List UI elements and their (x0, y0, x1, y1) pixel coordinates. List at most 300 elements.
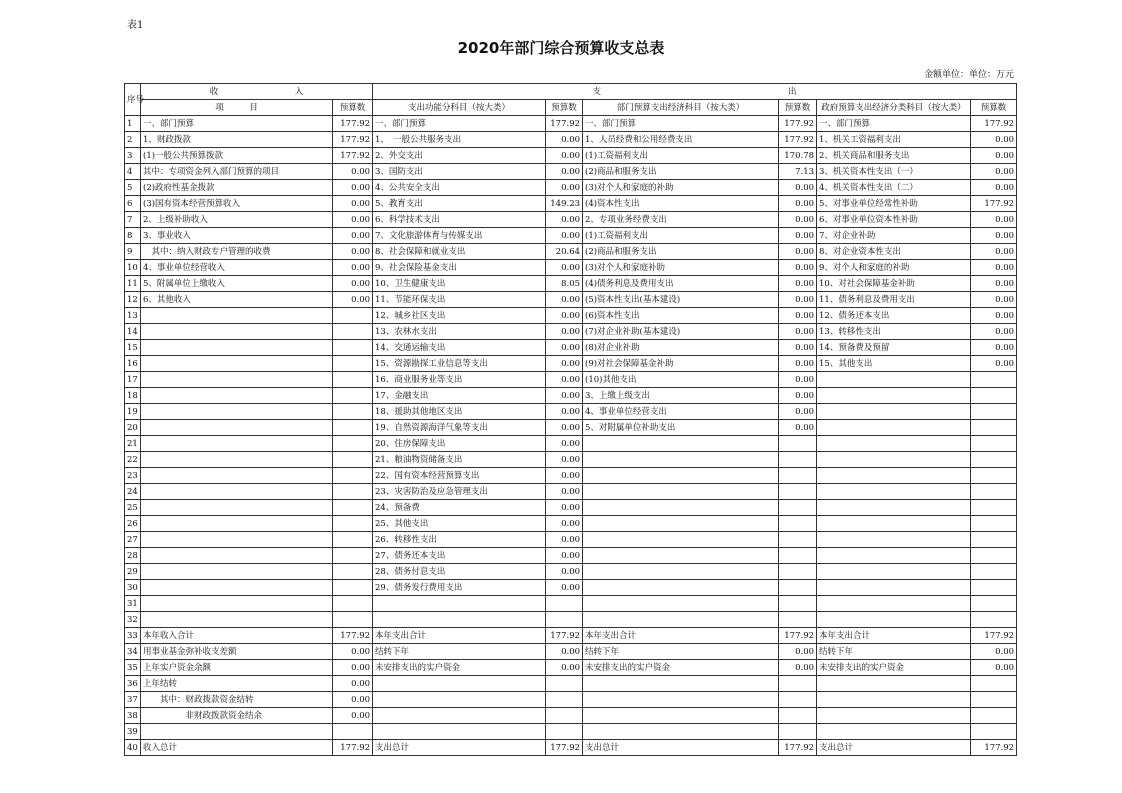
dept-amount-cell: 177.92 (779, 116, 817, 132)
dept-amount-cell: 0.00 (779, 660, 817, 676)
budget-table (124, 83, 1017, 756)
gov-amount-cell: 0.00 (971, 148, 1017, 164)
func-class-cell (373, 692, 546, 708)
income-amount-cell: 0.00 (333, 228, 373, 244)
gov-amount-cell: 0.00 (971, 660, 1017, 676)
dept-amount-cell: 177.92 (779, 132, 817, 148)
table-row (125, 452, 1017, 468)
table-label: 表1 (127, 20, 144, 31)
dept-amount-cell (779, 436, 817, 452)
gov-econ-cell: 4、机关资本性支出（二） (817, 180, 971, 196)
dept-amount-cell (779, 532, 817, 548)
func-class-cell: 19、自然资源海洋气象等支出 (373, 420, 546, 436)
seq-cell: 31 (125, 596, 141, 612)
seq-cell: 21 (125, 436, 141, 452)
func-class-cell: 10、卫生健康支出 (373, 276, 546, 292)
gov-econ-cell (817, 388, 971, 404)
income-item-cell: 上年实户资金余额 (141, 660, 333, 676)
func-amount-cell (546, 708, 583, 724)
gov-amount-cell: 0.00 (971, 324, 1017, 340)
amount-header: 预算数 (333, 100, 373, 116)
income-amount-cell (333, 436, 373, 452)
income-item-cell: 其中：专项资金列入部门预算的项目 (141, 164, 333, 180)
gov-econ-cell (817, 452, 971, 468)
func-amount-cell (546, 596, 583, 612)
dept-econ-cell: 未安排支出的实户资金 (583, 660, 779, 676)
dept-amount-cell (779, 612, 817, 628)
income-amount-cell: 0.00 (333, 692, 373, 708)
func-amount-cell: 0.00 (546, 260, 583, 276)
seq-cell: 13 (125, 308, 141, 324)
table-row (125, 276, 1017, 292)
func-class-cell: 27、债务还本支出 (373, 548, 546, 564)
func-class-cell (373, 612, 546, 628)
dept-amount-cell (779, 676, 817, 692)
gov-econ-cell: 14、预备费及预留 (817, 340, 971, 356)
seq-cell: 23 (125, 468, 141, 484)
dept-amount-cell (779, 692, 817, 708)
income-amount-cell: 0.00 (333, 164, 373, 180)
income-amount-cell: 0.00 (333, 292, 373, 308)
table-row (125, 580, 1017, 596)
func-class-cell: 11、节能环保支出 (373, 292, 546, 308)
dept-amount-cell (779, 724, 817, 740)
table-row (125, 212, 1017, 228)
func-amount-cell: 0.00 (546, 660, 583, 676)
income-item-cell: 收入总计 (141, 740, 333, 756)
dept-amount-cell: 0.00 (779, 420, 817, 436)
dept-amount-cell (779, 580, 817, 596)
func-amount-cell: 177.92 (546, 740, 583, 756)
func-amount-cell: 0.00 (546, 292, 583, 308)
dept-econ-cell: (9)对社会保障基金补助 (583, 356, 779, 372)
amount-header: 预算数 (546, 100, 583, 116)
table-row (125, 388, 1017, 404)
dept-econ-cell (583, 676, 779, 692)
seq-cell: 19 (125, 404, 141, 420)
dept-econ-cell (583, 692, 779, 708)
dept-econ-cell (583, 612, 779, 628)
gov-econ-cell: 5、对事业单位经常性补助 (817, 196, 971, 212)
dept-econ-cell (583, 500, 779, 516)
gov-amount-cell (971, 372, 1017, 388)
gov-econ-cell (817, 676, 971, 692)
func-class-cell: 22、国有资本经营预算支出 (373, 468, 546, 484)
func-class-cell: 14、交通运输支出 (373, 340, 546, 356)
func-class-cell: 2、外交支出 (373, 148, 546, 164)
gov-amount-cell (971, 404, 1017, 420)
func-class-header: 支出功能分科目（按大类） (373, 100, 546, 116)
func-amount-cell: 0.00 (546, 212, 583, 228)
gov-amount-cell (971, 596, 1017, 612)
gov-amount-cell: 0.00 (971, 164, 1017, 180)
func-amount-cell: 0.00 (546, 148, 583, 164)
seq-cell: 15 (125, 340, 141, 356)
seq-cell: 32 (125, 612, 141, 628)
table-row (125, 516, 1017, 532)
income-amount-cell: 177.92 (333, 132, 373, 148)
func-amount-cell: 20.64 (546, 244, 583, 260)
dept-econ-cell (583, 708, 779, 724)
func-amount-cell (546, 724, 583, 740)
gov-amount-cell: 0.00 (971, 180, 1017, 196)
dept-econ-cell (583, 452, 779, 468)
dept-econ-cell: (5)资本性支出(基本建设) (583, 292, 779, 308)
gov-amount-cell: 0.00 (971, 356, 1017, 372)
page-title: 2020年部门综合预算收支总表 (457, 39, 665, 57)
table-row (125, 660, 1017, 676)
table-row (125, 628, 1017, 644)
func-class-cell: 3、国防支出 (373, 164, 546, 180)
income-item-cell: 上年结转 (141, 676, 333, 692)
table-row (125, 436, 1017, 452)
table-row (125, 196, 1017, 212)
dept-econ-cell (583, 596, 779, 612)
dept-econ-cell: (7)对企业补助(基本建设) (583, 324, 779, 340)
income-item-cell (141, 548, 333, 564)
gov-econ-cell: 13、转移性支出 (817, 324, 971, 340)
gov-amount-cell (971, 692, 1017, 708)
gov-amount-cell (971, 548, 1017, 564)
seq-cell: 30 (125, 580, 141, 596)
dept-amount-cell: 0.00 (779, 372, 817, 388)
func-amount-cell (546, 676, 583, 692)
dept-amount-cell: 170.78 (779, 148, 817, 164)
func-class-cell: 12、城乡社区支出 (373, 308, 546, 324)
gov-econ-header: 政府预算支出经济分类科目（按大类） (817, 100, 971, 116)
table-row (125, 244, 1017, 260)
dept-econ-cell (583, 548, 779, 564)
income-item-cell (141, 532, 333, 548)
gov-econ-cell: 15、其他支出 (817, 356, 971, 372)
func-amount-cell (546, 612, 583, 628)
gov-econ-cell: 结转下年 (817, 644, 971, 660)
func-amount-cell: 0.00 (546, 388, 583, 404)
seq-cell: 33 (125, 628, 141, 644)
dept-amount-cell: 0.00 (779, 324, 817, 340)
dept-amount-cell (779, 452, 817, 468)
dept-amount-cell: 7.13 (779, 164, 817, 180)
func-amount-cell (546, 692, 583, 708)
gov-amount-cell (971, 436, 1017, 452)
table-row (125, 132, 1017, 148)
table-row (125, 164, 1017, 180)
dept-amount-cell: 0.00 (779, 180, 817, 196)
dept-econ-cell (583, 516, 779, 532)
dept-econ-cell: (2)商品和服务支出 (583, 164, 779, 180)
func-amount-cell: 0.00 (546, 580, 583, 596)
gov-econ-cell: 12、债务还本支出 (817, 308, 971, 324)
item-header: 项 目 (141, 100, 333, 116)
func-amount-cell: 0.00 (546, 308, 583, 324)
dept-amount-cell (779, 596, 817, 612)
func-class-cell: 21、粮油物资储备支出 (373, 452, 546, 468)
table-row (125, 372, 1017, 388)
income-amount-cell: 0.00 (333, 676, 373, 692)
dept-econ-cell: 3、上缴上级支出 (583, 388, 779, 404)
income-item-cell (141, 340, 333, 356)
seq-cell: 9 (125, 244, 141, 260)
income-item-cell (141, 500, 333, 516)
gov-econ-cell (817, 484, 971, 500)
income-amount-cell (333, 484, 373, 500)
income-amount-cell: 0.00 (333, 276, 373, 292)
seq-cell: 35 (125, 660, 141, 676)
seq-cell: 25 (125, 500, 141, 516)
dept-econ-cell: (10)其他支出 (583, 372, 779, 388)
table-row (125, 228, 1017, 244)
table-row (125, 340, 1017, 356)
table-row (125, 308, 1017, 324)
func-class-cell (373, 708, 546, 724)
gov-amount-cell: 0.00 (971, 644, 1017, 660)
income-amount-cell (333, 340, 373, 356)
func-class-cell: 1、 一般公共服务支出 (373, 132, 546, 148)
seq-cell: 8 (125, 228, 141, 244)
income-item-cell: 1、财政拨款 (141, 132, 333, 148)
seq-cell: 40 (125, 740, 141, 756)
income-item-cell: 非财政拨款资金结余 (141, 708, 333, 724)
dept-amount-cell: 0.00 (779, 404, 817, 420)
income-item-cell: (3)国有资本经营预算收入 (141, 196, 333, 212)
income-item-cell (141, 356, 333, 372)
dept-econ-cell: (1)工资福利支出 (583, 228, 779, 244)
gov-econ-cell (817, 532, 971, 548)
gov-econ-cell (817, 548, 971, 564)
func-amount-cell: 0.00 (546, 372, 583, 388)
func-class-cell (373, 676, 546, 692)
income-item-cell (141, 324, 333, 340)
income-amount-cell: 0.00 (333, 180, 373, 196)
func-class-cell: 24、预备费 (373, 500, 546, 516)
income-amount-cell (333, 724, 373, 740)
expense-group-header: 支 出 (373, 84, 1017, 100)
func-amount-cell: 149.23 (546, 196, 583, 212)
gov-econ-cell: 8、对企业资本性支出 (817, 244, 971, 260)
func-class-cell: 26、转移性支出 (373, 532, 546, 548)
dept-econ-cell: (6)资本性支出 (583, 308, 779, 324)
income-item-cell (141, 580, 333, 596)
income-amount-cell (333, 452, 373, 468)
income-amount-cell: 0.00 (333, 196, 373, 212)
seq-cell: 10 (125, 260, 141, 276)
dept-amount-cell: 0.00 (779, 212, 817, 228)
income-item-cell (141, 452, 333, 468)
seq-cell: 18 (125, 388, 141, 404)
table-row (125, 596, 1017, 612)
func-amount-cell: 0.00 (546, 324, 583, 340)
income-amount-cell (333, 596, 373, 612)
gov-amount-cell (971, 516, 1017, 532)
gov-amount-cell: 0.00 (971, 260, 1017, 276)
income-amount-cell: 0.00 (333, 260, 373, 276)
func-amount-cell: 0.00 (546, 356, 583, 372)
gov-amount-cell: 177.92 (971, 196, 1017, 212)
seq-cell: 7 (125, 212, 141, 228)
func-amount-cell: 177.92 (546, 116, 583, 132)
income-amount-cell (333, 612, 373, 628)
gov-econ-cell (817, 596, 971, 612)
dept-amount-cell (779, 484, 817, 500)
gov-econ-cell (817, 708, 971, 724)
dept-econ-cell (583, 724, 779, 740)
func-amount-cell: 0.00 (546, 532, 583, 548)
func-amount-cell: 0.00 (546, 436, 583, 452)
gov-econ-cell: 一、部门预算 (817, 116, 971, 132)
seq-cell: 37 (125, 692, 141, 708)
dept-econ-cell (583, 532, 779, 548)
table-row (125, 676, 1017, 692)
seq-cell: 12 (125, 292, 141, 308)
func-amount-cell: 0.00 (546, 484, 583, 500)
dept-econ-cell: 5、对附属单位补助支出 (583, 420, 779, 436)
seq-cell: 26 (125, 516, 141, 532)
gov-econ-cell: 本年支出合计 (817, 628, 971, 644)
gov-econ-cell (817, 436, 971, 452)
dept-econ-cell: (1)工资福利支出 (583, 148, 779, 164)
dept-econ-cell: (3)对个人和家庭的补助 (583, 180, 779, 196)
income-item-cell: 3、事业收入 (141, 228, 333, 244)
seq-cell: 29 (125, 564, 141, 580)
seq-cell: 14 (125, 324, 141, 340)
income-amount-cell (333, 404, 373, 420)
gov-econ-cell (817, 564, 971, 580)
dept-econ-cell: 2、专项业务经费支出 (583, 212, 779, 228)
gov-econ-cell (817, 516, 971, 532)
seq-cell: 1 (125, 116, 141, 132)
table-row (125, 468, 1017, 484)
func-amount-cell: 0.00 (546, 180, 583, 196)
income-item-cell: 其中：纳入财政专户管理的收费 (141, 244, 333, 260)
income-item-cell (141, 404, 333, 420)
table-row (125, 260, 1017, 276)
gov-amount-cell (971, 724, 1017, 740)
gov-amount-cell (971, 388, 1017, 404)
income-amount-cell: 0.00 (333, 708, 373, 724)
gov-econ-cell: 3、机关资本性支出（一） (817, 164, 971, 180)
func-class-cell: 16、商业服务业等支出 (373, 372, 546, 388)
table-row (125, 724, 1017, 740)
gov-econ-cell: 10、对社会保障基金补助 (817, 276, 971, 292)
income-item-cell: 本年收入合计 (141, 628, 333, 644)
dept-econ-cell (583, 436, 779, 452)
gov-amount-cell (971, 708, 1017, 724)
gov-amount-cell (971, 500, 1017, 516)
seq-cell: 16 (125, 356, 141, 372)
gov-amount-cell: 0.00 (971, 244, 1017, 260)
unit-note: 金额单位：单位：万元 (923, 70, 1014, 80)
income-amount-cell: 177.92 (333, 116, 373, 132)
table-row (125, 148, 1017, 164)
dept-amount-cell (779, 564, 817, 580)
income-item-cell (141, 468, 333, 484)
income-item-cell (141, 564, 333, 580)
func-class-cell: 结转下年 (373, 644, 546, 660)
gov-amount-cell (971, 468, 1017, 484)
seq-cell: 2 (125, 132, 141, 148)
func-class-cell: 20、住房保障支出 (373, 436, 546, 452)
gov-amount-cell: 0.00 (971, 276, 1017, 292)
gov-amount-cell: 0.00 (971, 292, 1017, 308)
func-class-cell: 8、社会保障和就业支出 (373, 244, 546, 260)
dept-econ-cell: 4、事业单位经营支出 (583, 404, 779, 420)
dept-econ-cell (583, 564, 779, 580)
dept-amount-cell (779, 708, 817, 724)
func-amount-cell: 0.00 (546, 516, 583, 532)
gov-econ-cell (817, 372, 971, 388)
gov-econ-cell: 支出总计 (817, 740, 971, 756)
gov-econ-cell (817, 612, 971, 628)
gov-amount-cell (971, 580, 1017, 596)
gov-amount-cell: 0.00 (971, 308, 1017, 324)
income-item-cell (141, 436, 333, 452)
income-item-cell (141, 484, 333, 500)
func-class-cell: 本年支出合计 (373, 628, 546, 644)
func-amount-cell: 8.05 (546, 276, 583, 292)
income-item-cell (141, 596, 333, 612)
dept-econ-cell: (3)对个人和家庭补助 (583, 260, 779, 276)
gov-amount-cell (971, 532, 1017, 548)
gov-amount-cell: 177.92 (971, 116, 1017, 132)
gov-amount-cell (971, 564, 1017, 580)
dept-amount-cell: 0.00 (779, 292, 817, 308)
func-class-cell: 25、其他支出 (373, 516, 546, 532)
func-amount-cell: 0.00 (546, 452, 583, 468)
seq-header: 序号 (125, 84, 141, 116)
func-class-cell: 29、债务发行费用支出 (373, 580, 546, 596)
dept-amount-cell: 0.00 (779, 260, 817, 276)
income-amount-cell: 177.92 (333, 148, 373, 164)
seq-cell: 36 (125, 676, 141, 692)
gov-econ-cell (817, 404, 971, 420)
func-amount-cell: 177.92 (546, 628, 583, 644)
amount-header: 预算数 (971, 100, 1017, 116)
income-item-cell: 6、其他收入 (141, 292, 333, 308)
func-class-cell: 支出总计 (373, 740, 546, 756)
func-class-cell: 7、文化旅游体育与传媒支出 (373, 228, 546, 244)
seq-cell: 24 (125, 484, 141, 500)
table-row (125, 180, 1017, 196)
income-amount-cell: 0.00 (333, 212, 373, 228)
table-row (125, 324, 1017, 340)
seq-cell: 22 (125, 452, 141, 468)
table-row (125, 644, 1017, 660)
func-class-cell: 23、灾害防治及应急管理支出 (373, 484, 546, 500)
gov-econ-cell: 9、对个人和家庭的补助 (817, 260, 971, 276)
seq-cell: 20 (125, 420, 141, 436)
income-amount-cell (333, 532, 373, 548)
income-amount-cell: 0.00 (333, 244, 373, 260)
income-item-cell (141, 372, 333, 388)
func-class-cell: 17、金融支出 (373, 388, 546, 404)
func-class-cell: 13、农林水支出 (373, 324, 546, 340)
func-amount-cell: 0.00 (546, 548, 583, 564)
gov-econ-cell: 6、对事业单位资本性补助 (817, 212, 971, 228)
income-item-cell: (1)一般公共预算拨款 (141, 148, 333, 164)
income-amount-cell: 0.00 (333, 644, 373, 660)
table-row (125, 292, 1017, 308)
dept-econ-cell: (8)对企业补助 (583, 340, 779, 356)
table-row (125, 740, 1017, 756)
gov-econ-cell (817, 580, 971, 596)
func-amount-cell: 0.00 (546, 132, 583, 148)
income-amount-cell (333, 564, 373, 580)
dept-econ-cell (583, 484, 779, 500)
func-class-cell: 15、资源勘探工业信息等支出 (373, 356, 546, 372)
gov-econ-cell (817, 500, 971, 516)
gov-amount-cell (971, 612, 1017, 628)
dept-econ-header: 部门预算支出经济科目（按大类） (583, 100, 779, 116)
